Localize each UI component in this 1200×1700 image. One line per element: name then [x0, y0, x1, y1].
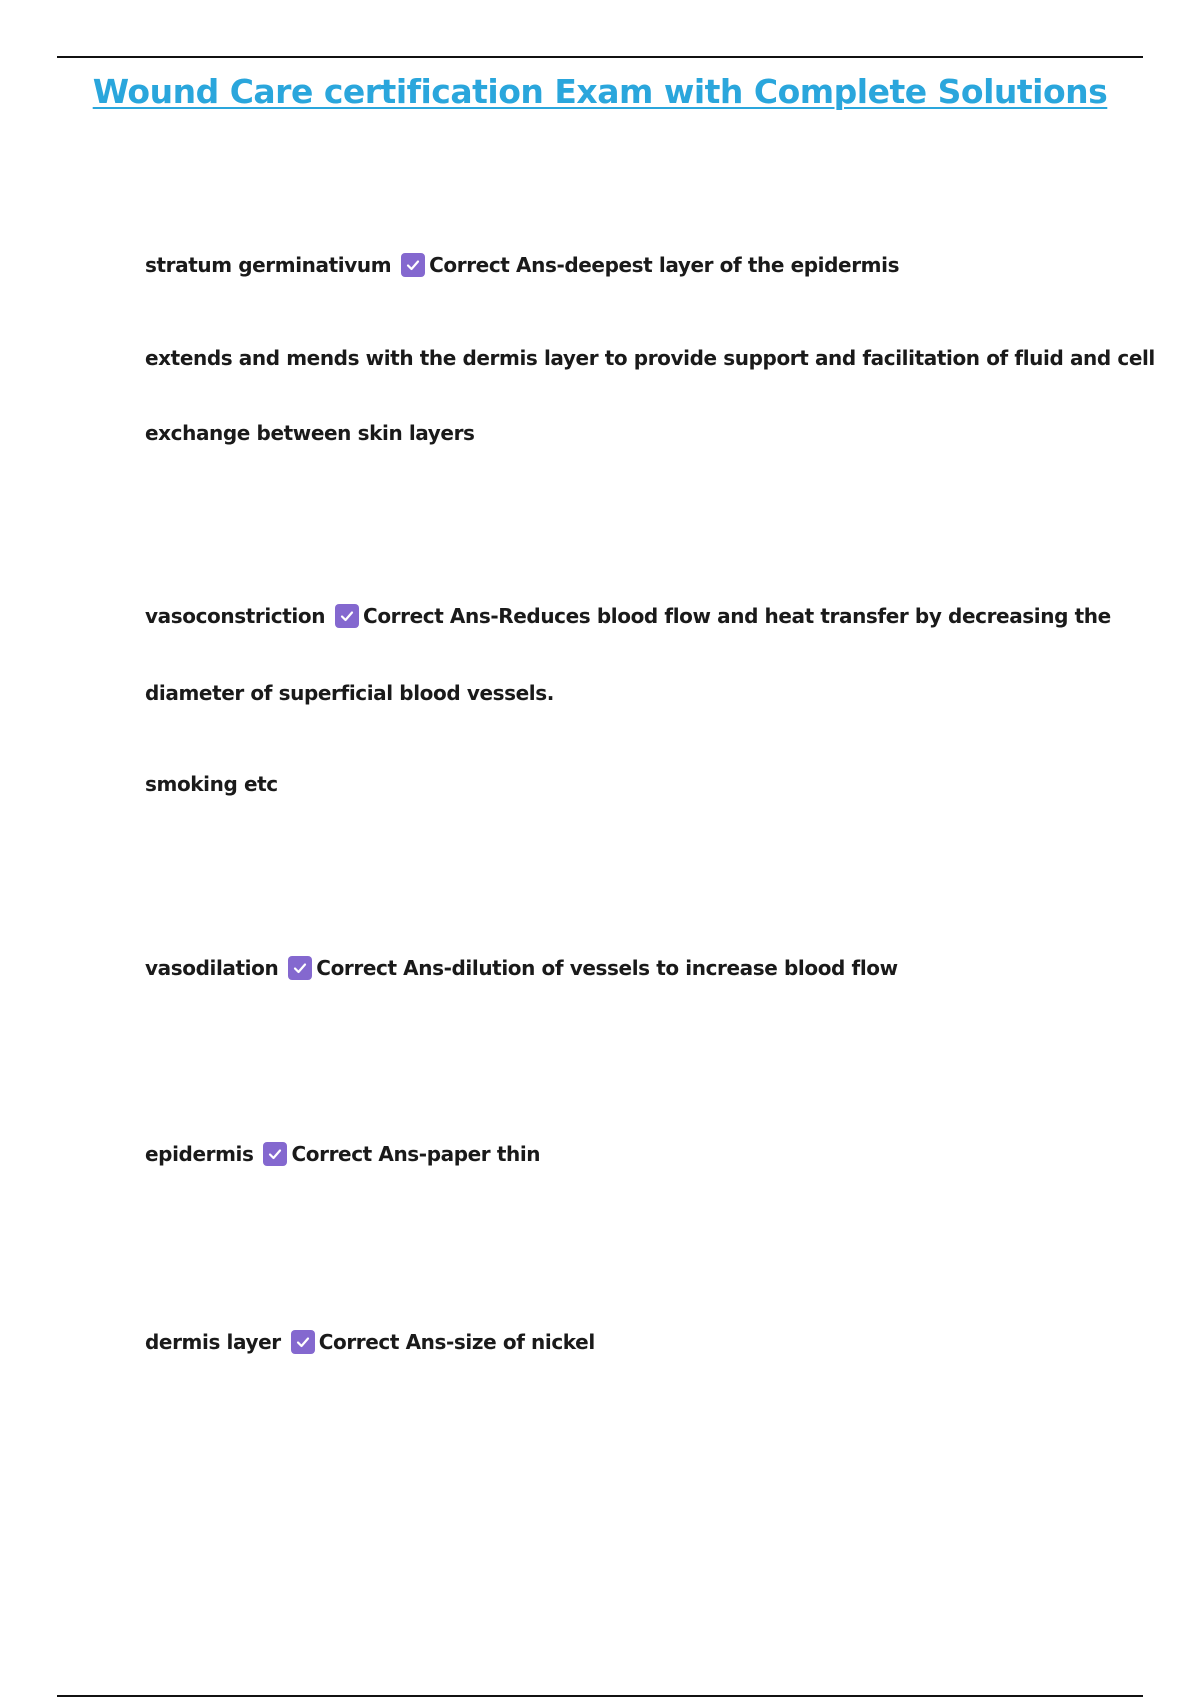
checkbox-checked-icon	[335, 604, 359, 628]
page-title: Wound Care certification Exam with Complete Solutions	[92, 72, 1108, 111]
qa-entry-2	[145, 603, 1111, 629]
qa-entry-4	[145, 1141, 540, 1167]
answer-text: Correct Ans-deepest layer of the epidermis	[429, 253, 900, 277]
term-label: vasodilation	[145, 956, 279, 980]
term-label: dermis layer	[145, 1330, 281, 1354]
answer-continuation: extends and mends with the dermis layer to provide support and facilitation of fluid and cell	[145, 346, 1155, 370]
top-rule	[57, 56, 1143, 58]
answer-text: Correct Ans-paper thin	[291, 1142, 541, 1166]
checkbox-checked-icon	[263, 1142, 287, 1166]
checkbox-checked-icon	[288, 956, 312, 980]
answer-text: Correct Ans-dilution of vessels to increase blood flow	[316, 956, 898, 980]
answer-text: Correct Ans-Reduces blood flow and heat transfer by decreasing the	[363, 604, 1111, 628]
qa-entry-3	[145, 955, 898, 981]
term-label: stratum germinativum	[145, 253, 392, 277]
answer-text: Correct Ans-size of nickel	[318, 1330, 595, 1354]
term-label: epidermis	[145, 1142, 254, 1166]
term-label: vasoconstriction	[145, 604, 326, 628]
checkbox-checked-icon	[291, 1330, 315, 1354]
answer-continuation: exchange between skin layers	[145, 421, 475, 445]
answer-continuation: smoking etc	[145, 772, 278, 796]
bottom-rule	[57, 1695, 1143, 1697]
answer-continuation: diameter of superficial blood vessels.	[145, 681, 554, 705]
qa-entry-1	[145, 252, 899, 278]
qa-entry-5	[145, 1329, 595, 1355]
checkbox-checked-icon	[401, 253, 425, 277]
